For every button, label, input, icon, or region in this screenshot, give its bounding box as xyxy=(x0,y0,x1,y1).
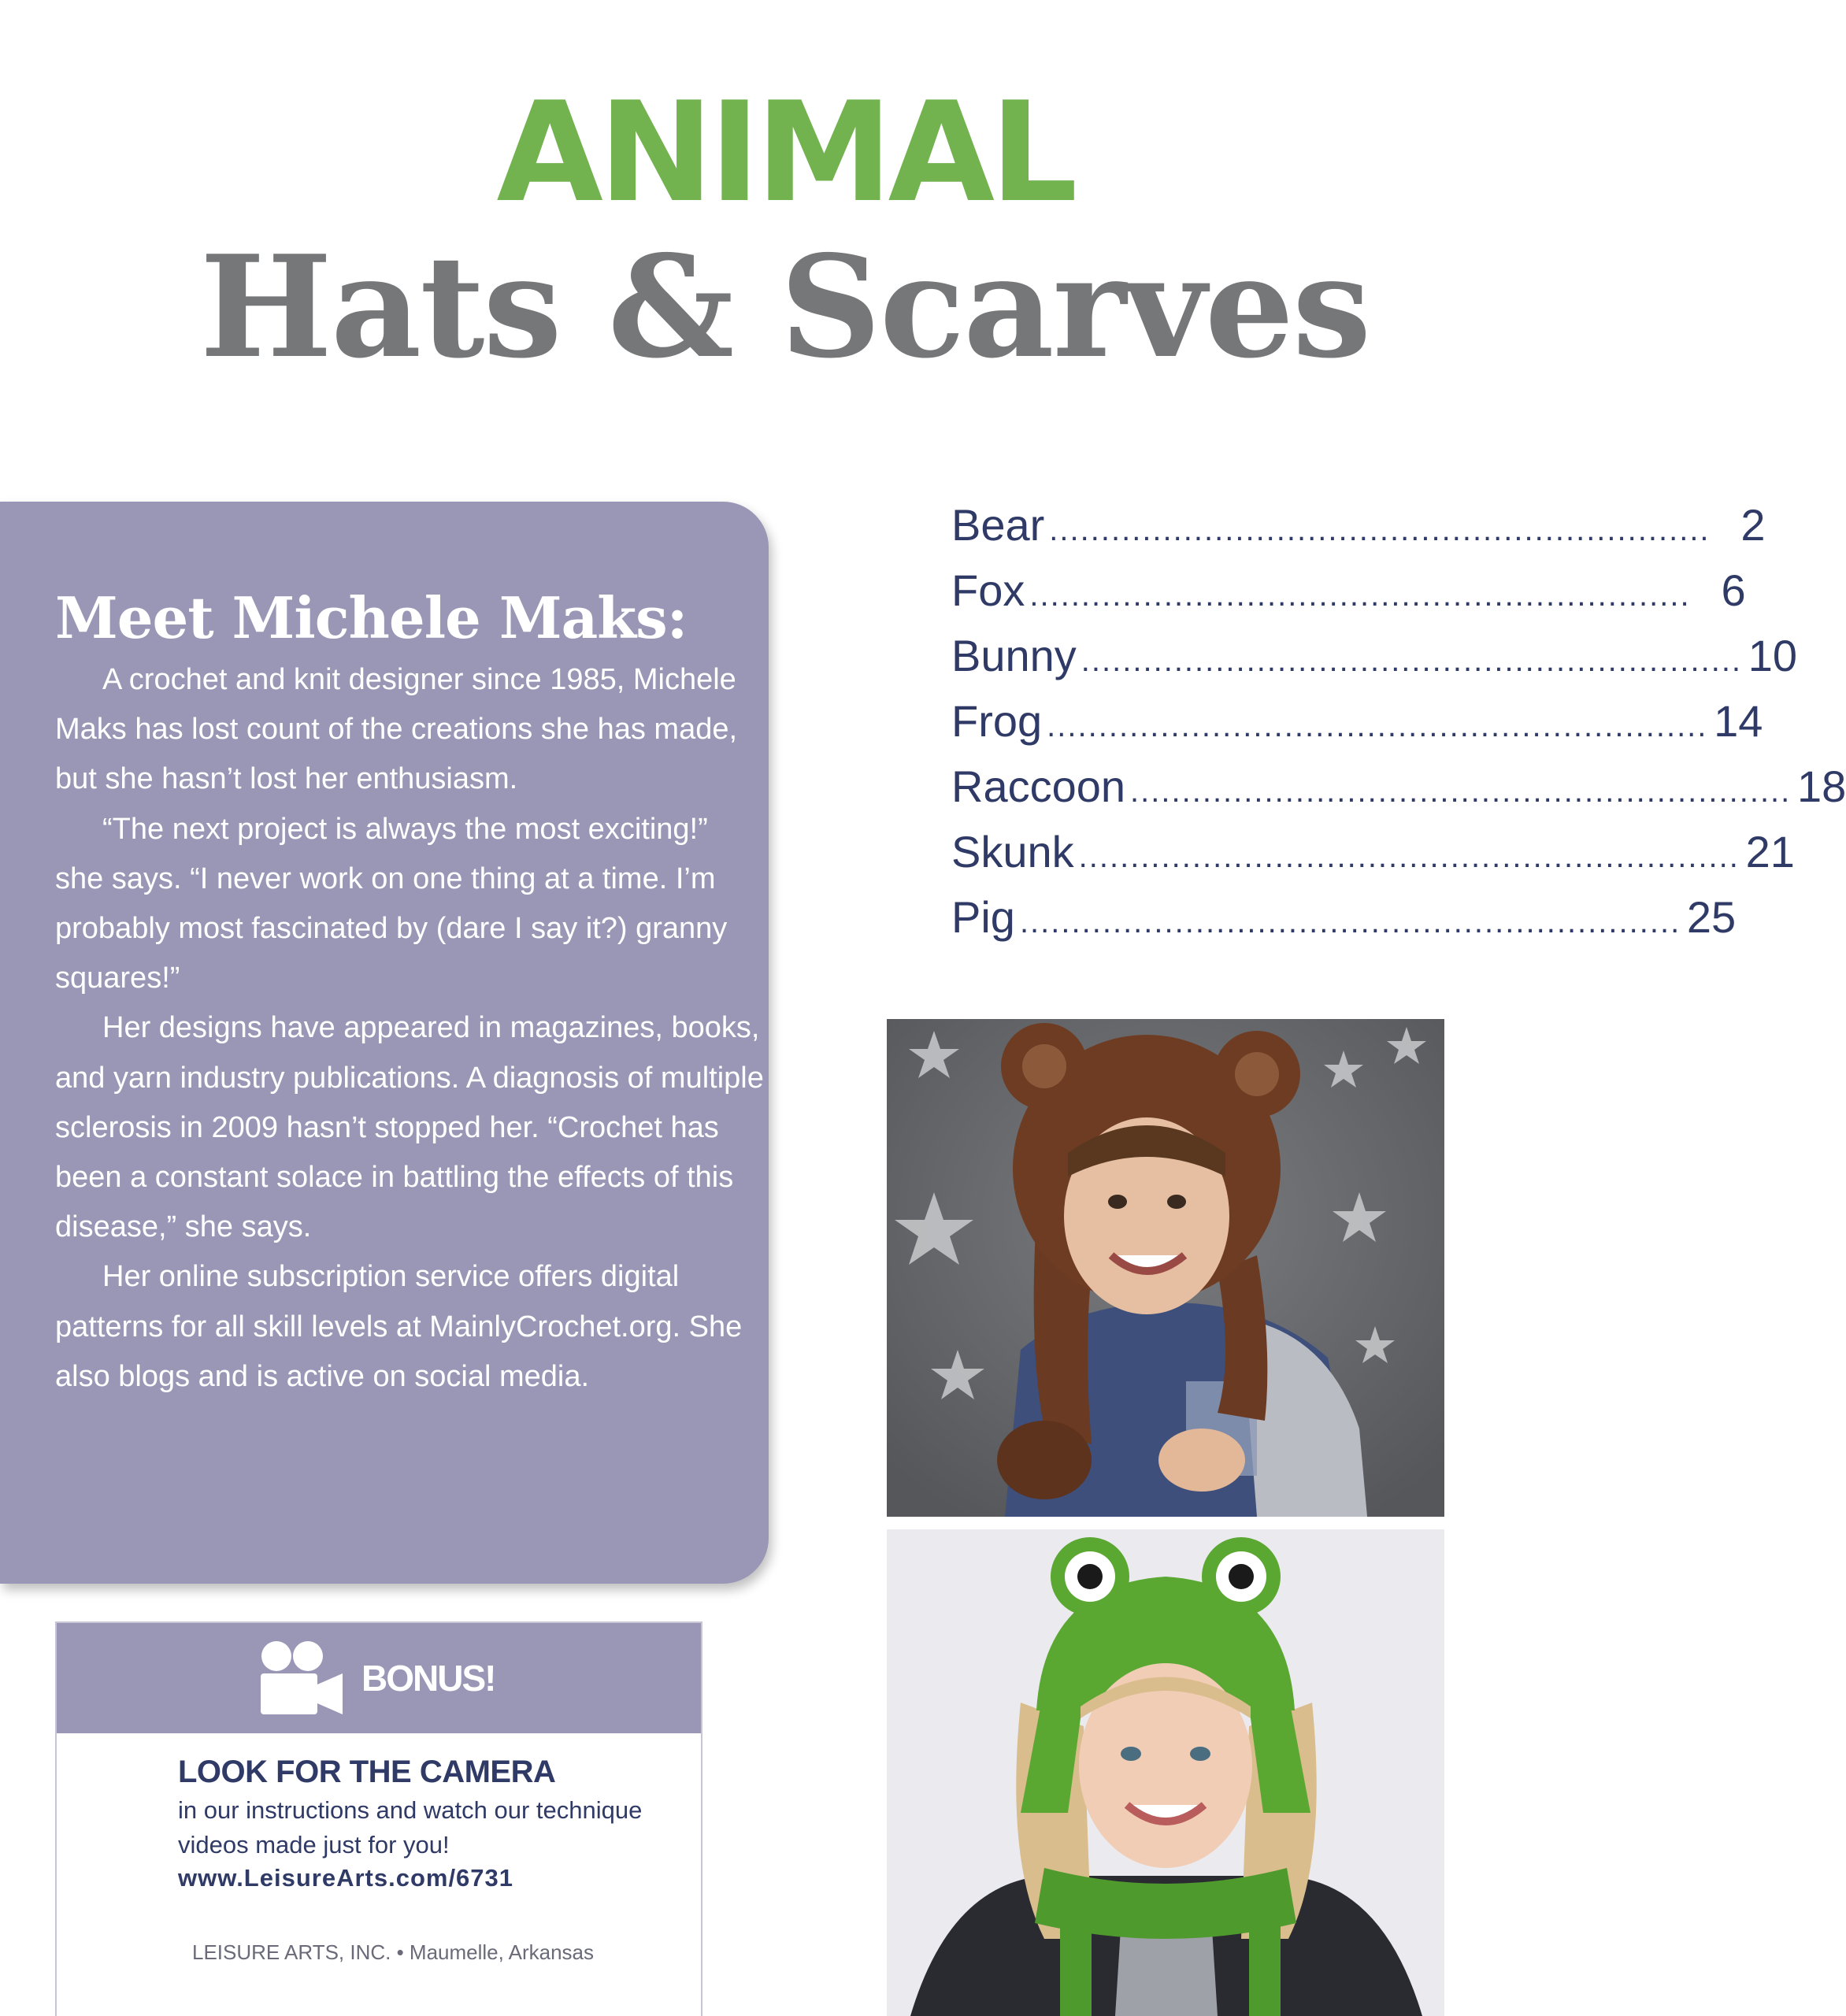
bonus-description: in our instructions and watch our technique videos made just for you! xyxy=(178,1796,643,1858)
bio-paragraph: “The next project is always the most exciting!” she says. “I never work on one thing at a time. I’m probably most fascinated by (dare I say it?) granny squares!” xyxy=(55,812,728,995)
toc-item-page: 21 xyxy=(1745,827,1795,876)
toc-item-page: 25 xyxy=(1686,892,1737,942)
toc-leader-dots: ................................................................ xyxy=(1130,774,1792,809)
bio-heading: Meet Michele Maks: xyxy=(55,584,688,651)
toc-leader-dots: ................................................................ xyxy=(1019,905,1681,939)
toc-item-raccoon[interactable] xyxy=(951,761,1846,826)
toc-leader-dots: ................................................................ xyxy=(1081,643,1743,678)
toc-item-page: 10 xyxy=(1748,631,1798,680)
toc-item-name: Bear xyxy=(951,500,1045,550)
movie-camera-icon xyxy=(259,1639,346,1718)
toc-item-page: 2 xyxy=(1740,500,1766,550)
bio-body xyxy=(55,655,764,1402)
toc-leader-dots: ................................................................ xyxy=(1049,513,1711,547)
title-hats-scarves: Hats & Scarves xyxy=(199,224,1370,389)
toc-item-name: Pig xyxy=(951,892,1015,942)
toc-item-fox[interactable] xyxy=(951,565,1746,630)
toc-item-skunk[interactable] xyxy=(951,826,1795,891)
toc-item-page: 18 xyxy=(1796,762,1846,811)
title-animal: ANIMAL xyxy=(496,73,1073,233)
toc-item-page: 6 xyxy=(1721,565,1746,615)
toc-item-name: Skunk xyxy=(951,827,1074,876)
bonus-url-link[interactable]: www.LeisureArts.com/6731 xyxy=(178,1864,514,1892)
bear-hat-illustration xyxy=(887,1019,1444,1517)
bear-hat-photo xyxy=(887,1019,1444,1517)
toc-item-name: Fox xyxy=(951,565,1025,615)
bio-paragraph: A crochet and knit designer since 1985, Michele Maks has lost count of the creations she has made, but she hasn’t lost her enthusiasm. xyxy=(55,663,738,796)
toc-leader-dots: ................................................................ xyxy=(1029,578,1691,613)
publisher-line: LEISURE ARTS, INC. • Maumelle, Arkansas xyxy=(192,1940,595,1964)
toc-item-name: Frog xyxy=(951,696,1043,746)
toc-leader-dots: ................................................................ xyxy=(1078,839,1740,874)
toc-item-page: 14 xyxy=(1714,696,1763,746)
toc-item-pig[interactable] xyxy=(951,891,1737,957)
frog-hat-photo xyxy=(887,1529,1444,2016)
bonus-header xyxy=(57,1623,701,1733)
toc-item-bunny[interactable] xyxy=(951,630,1798,695)
frog-hat-illustration xyxy=(887,1529,1444,2016)
bonus-box xyxy=(55,1621,702,2016)
toc-item-name: Bunny xyxy=(951,631,1077,680)
toc-item-bear[interactable] xyxy=(951,499,1766,565)
toc-leader-dots: ................................................................ xyxy=(1047,709,1708,743)
toc-item-frog[interactable] xyxy=(951,695,1763,761)
table-of-contents xyxy=(951,499,1846,957)
bonus-title: LOOK FOR THE CAMERA xyxy=(178,1755,556,1789)
toc-item-name: Raccoon xyxy=(951,762,1126,811)
bio-paragraph: Her designs have appeared in magazines, books, and yarn industry publications. A diagnosis of multiple sclerosis in 2009 hasn’t stopped her. “Crochet has been a constant solace in battling the effects of this disease,” she says. xyxy=(55,1011,764,1244)
bonus-label: BONUS! xyxy=(361,1658,495,1699)
bio-paragraph: Her online subscription service offers digital patterns for all skill levels at MainlyCrochet.org. She also blogs and is active on social media. xyxy=(55,1260,743,1393)
